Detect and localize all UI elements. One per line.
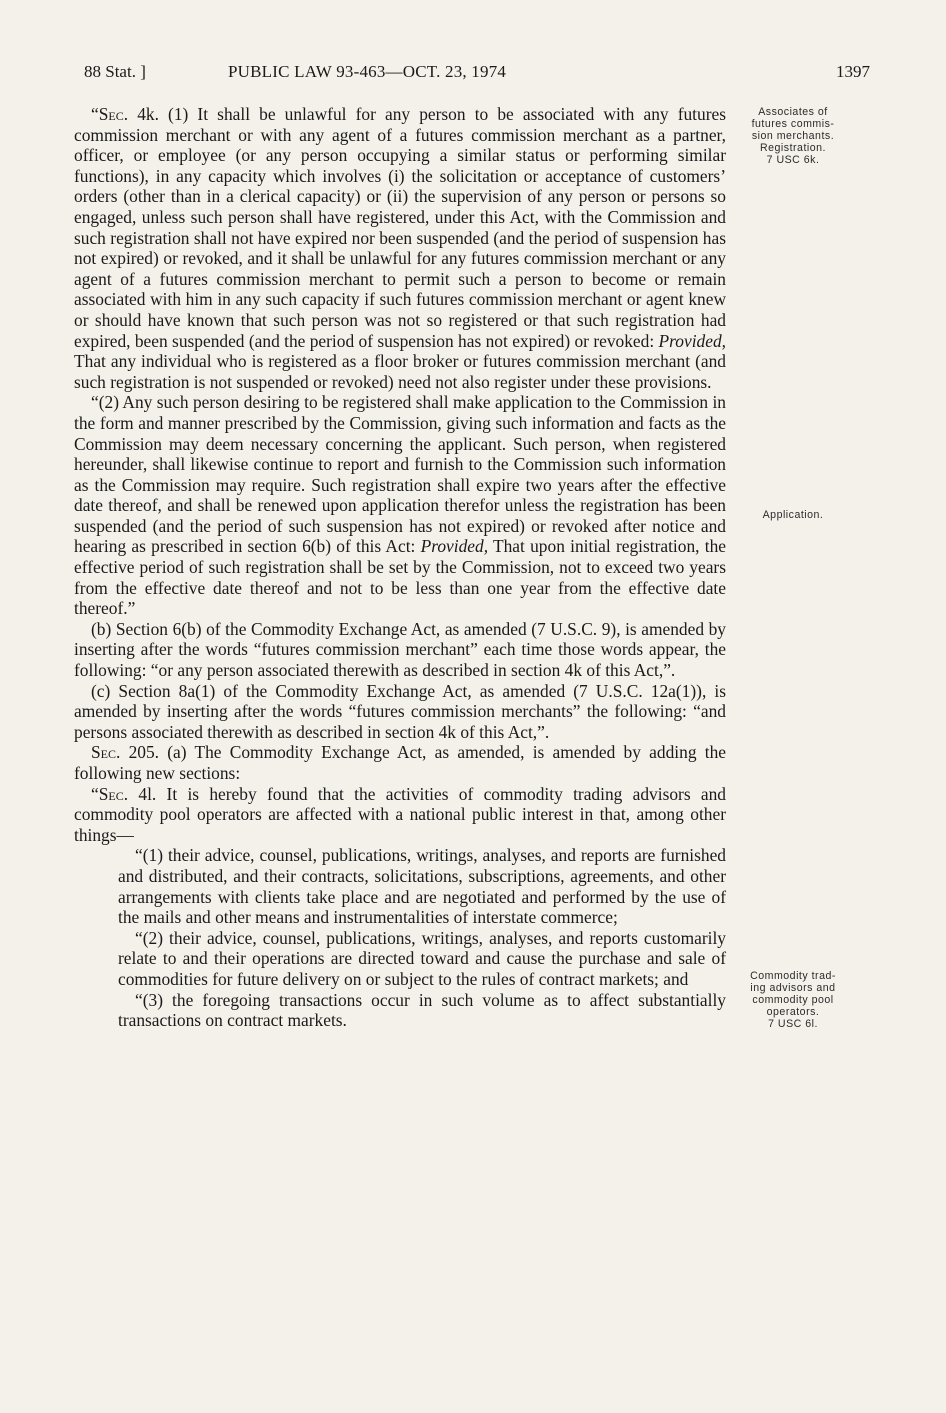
margin-note-line: Application. (762, 509, 824, 521)
margin-note-line: 7 USC 6k. (766, 154, 820, 166)
margin-note-line: futures commis- (751, 118, 835, 130)
statute-reference: 88 Stat. ] (84, 62, 146, 81)
paragraph-text: “(2) their advice, counsel, publications, writings, analyses, and reports customarily relate to and their operations are directed toward and cause the purchase and sale of commodities for future delivery on or subject to the rules of contract markets; and (118, 927, 726, 989)
paragraph-text: (c) Section 8a(1) of the Commodity Exchange Act, as amended (7 U.S.C. 12a(1)), is amended by inserting after the words “futures commission merchants” the following: “and persons associated therewith as described in section 4k of this Act,”. (74, 680, 726, 742)
provided-clause: Provided, (658, 330, 726, 351)
paragraph-text: 205. (a) The Commodity Exchange Act, as amended, is amended by adding the following new sections: (74, 742, 726, 783)
margin-note-commodity (732, 970, 854, 1030)
margin-note-line: Registration. (760, 142, 826, 154)
running-title: PUBLIC LAW 93-463—OCT. 23, 1974 (228, 62, 507, 81)
paragraph-text: “(3) the foregoing transactions occur in such volume as to affect substantially transactions on contract markets. (118, 989, 726, 1031)
paragraph-text: 4l. It is hereby found that the activities of commodity trading advisors and commodity pool operators are affected with a national public interest in that, among other things— (74, 783, 726, 845)
margin-note-line: Associates of (758, 106, 828, 118)
margin-note-associates (732, 106, 854, 166)
paragraph-b (74, 619, 726, 681)
paragraph-text: “(1) their advice, counsel, publications, writings, analyses, and reports are furnished and distributed, and their contracts, solicitations, subscriptions, agreements, and other arrangements with clients take place and are negotiated and performed by the use of the mails and other means and instrumentalities of interstate commerce; (118, 845, 726, 928)
section-label: “Sec. (91, 104, 129, 124)
margin-note-application (732, 509, 854, 521)
list-item-3 (118, 990, 726, 1031)
paragraph-sec-4k-2 (74, 392, 726, 619)
margin-note-line: ing advisors and (750, 982, 836, 994)
paragraph-text: That upon initial registration, the effective period of such registration shall be set by the Commission, not to exceed two years from the effective date thereof and not to be less than one year from the effective date thereof.” (74, 536, 726, 619)
margin-note-line: operators. (766, 1006, 820, 1018)
paragraph-text: (b) Section 6(b) of the Commodity Exchange Act, as amended (7 U.S.C. 9), is amended by inserting after the words “futures commission merchant” each time those words appear, the following: “or any person associated therewith as described in section 4k of this Act,”. (74, 618, 726, 681)
paragraph-c (74, 681, 726, 743)
margin-note-line: commodity pool (752, 994, 834, 1006)
paragraph-sec-205 (74, 742, 726, 783)
paragraph-text: That any individual who is registered as a floor broker or futures commission merchant (and such registration is not suspended or revoked) need not also register under these provisions. (74, 351, 726, 392)
body-text (74, 104, 726, 1031)
list-item-1 (118, 845, 726, 927)
section-label: “Sec. (91, 783, 129, 804)
margin-note-line: Commodity trad- (750, 970, 836, 982)
page-header (84, 62, 870, 88)
margin-note-line: sion merchants. (751, 130, 835, 142)
margin-note-line: 7 USC 6l. (768, 1018, 818, 1030)
paragraph-sec-4l (74, 784, 726, 846)
paragraph-text: “(2) Any such person desiring to be registered shall make application to the Commission in the form and manner prescribed by the Commission, giving such information and facts as the Commission may deem necessary concerning the applicant. Such person, when registered hereunder, shall likewise continue to report and furnish to the Commission such information as the Commission may require. Such registration shall expire two years after the effective date thereof, and shall be renewed upon application therefor unless the registration has been suspended (and the period of such suspension has not expired) or revoked after notice and hearing as prescribed in section 6(b) of this Act: (74, 392, 726, 557)
list-item-2 (118, 928, 726, 990)
paragraph-sec-4k-1 (74, 104, 726, 392)
paragraph-text: 4k. (1) It shall be unlawful for any person to be associated with any futures commission merchant or with any agent of a futures commission merchant as a partner, officer, or employee (or any person occupying a similar status or performing similar functions), in any capacity which involves (i) the solicitation or acceptance of customers’ orders (other than in a clerical capacity) or (ii) the supervision of any person or persons so engaged, unless such person shall have registered, under this Act, with the Commission and such registration shall not have expired nor been suspended (and the period of suspension has not expired) or revoked, and it shall be unlawful for any futures commission merchant or any agent of a futures commission merchant to permit such a person to become or remain associated with him in any such capacity if such futures commission merchant or agent knew or should have known that such person was not so registered or that such registration had expired, been suspended (and the period of suspension has not expired) or revoked: (74, 104, 726, 351)
page-number: 1397 (836, 62, 870, 81)
section-label: Sec. (91, 742, 121, 763)
provided-clause: Provided, (420, 536, 489, 557)
